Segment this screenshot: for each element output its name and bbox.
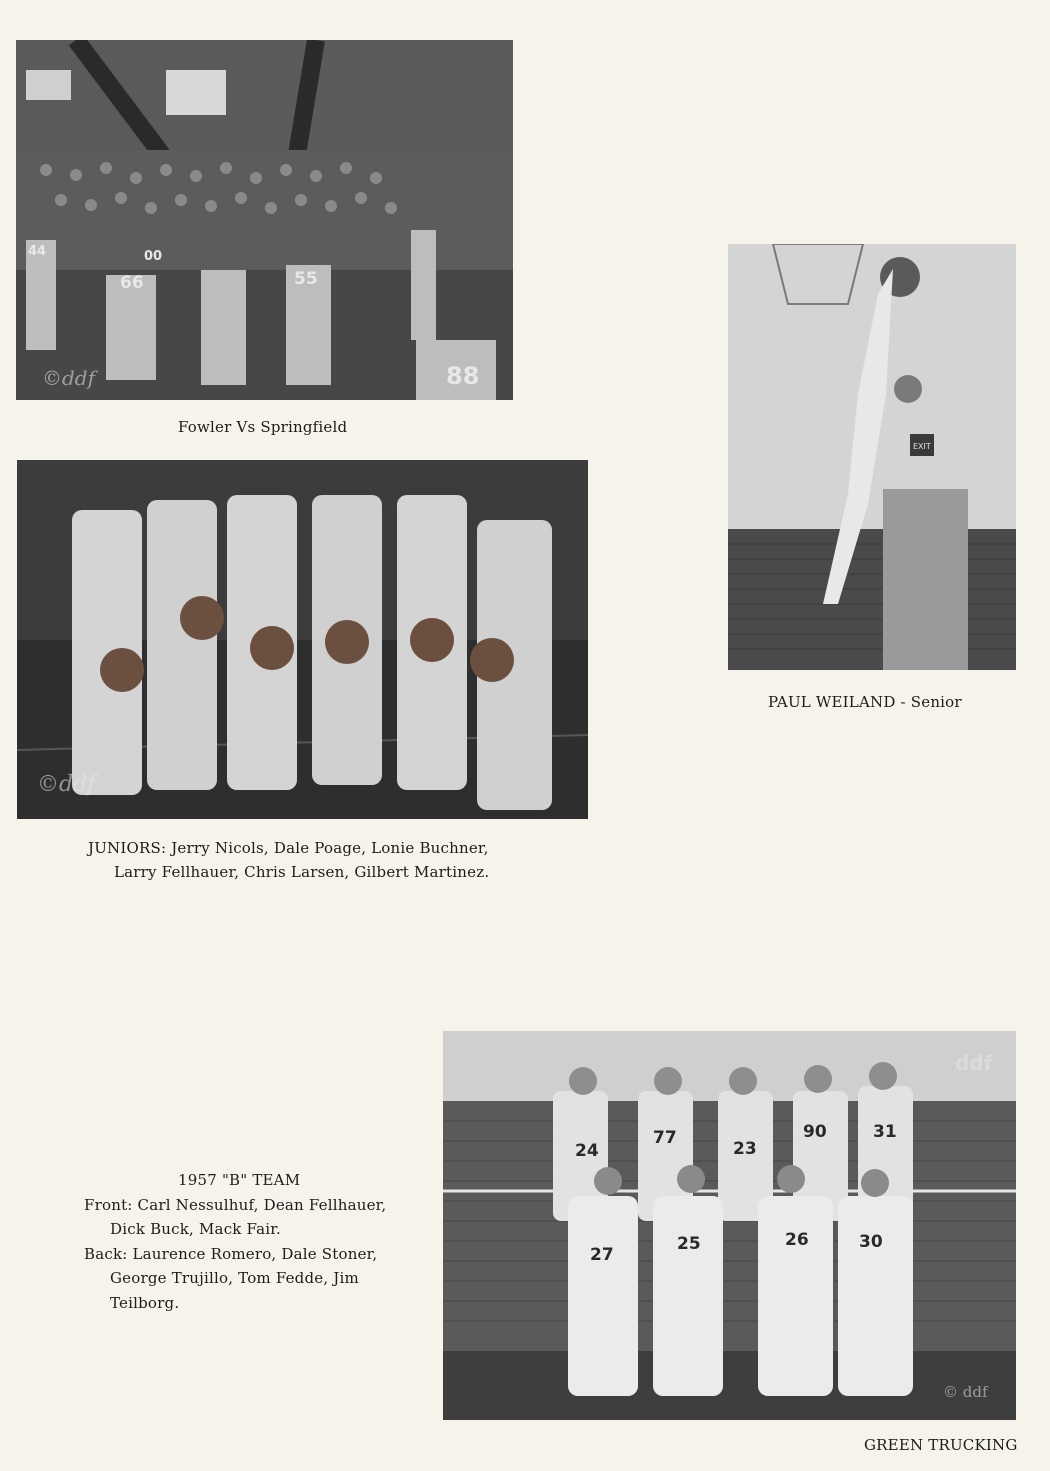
svg-text:25: 25 <box>677 1234 701 1254</box>
svg-text:88: 88 <box>446 362 480 390</box>
game-watermark: ©ddf <box>42 366 96 390</box>
svg-text:24: 24 <box>575 1141 599 1161</box>
bteam-front-line2: Dick Buck, Mack Fair. <box>110 1220 281 1239</box>
svg-text:31: 31 <box>873 1122 897 1142</box>
svg-text:23: 23 <box>733 1139 757 1159</box>
bteam-back-line2: George Trujillo, Tom Fedde, Jim <box>110 1269 359 1288</box>
door <box>883 489 968 670</box>
juniors-scene <box>17 460 588 819</box>
bteam-watermark-bottom: © ddf <box>943 1383 988 1401</box>
svg-text:66: 66 <box>120 273 144 293</box>
svg-text:30: 30 <box>859 1232 883 1252</box>
bteam-photo <box>443 1031 1016 1420</box>
juniors-watermark: ©ddf <box>37 772 96 797</box>
svg-text:77: 77 <box>653 1128 677 1148</box>
svg-text:26: 26 <box>785 1230 809 1250</box>
backboard <box>166 70 226 115</box>
bteam-back-line1: Back: Laurence Romero, Dale Stoner, <box>84 1244 378 1263</box>
svg-text:90: 90 <box>803 1122 827 1142</box>
juniors-caption <box>88 836 489 884</box>
game-photo <box>16 40 513 400</box>
sponsor-line: GREEN TRUCKING <box>864 1436 1018 1454</box>
svg-text:55: 55 <box>294 269 318 289</box>
svg-text:44: 44 <box>28 244 47 259</box>
juniors-caption-line1: JUNIORS: Jerry Nicols, Dale Poage, Lonie Buchner, <box>88 839 489 857</box>
bteam-caption <box>84 1168 386 1316</box>
juniors-photo <box>17 460 588 819</box>
bteam-scene <box>443 1031 1016 1420</box>
svg-text:EXIT: EXIT <box>913 442 931 451</box>
game-caption: Fowler Vs Springfield <box>178 418 348 436</box>
svg-text:00: 00 <box>144 249 163 264</box>
player-photo <box>728 244 1016 670</box>
game-scene <box>16 40 513 400</box>
bteam-front-line1: Front: Carl Nessulhuf, Dean Fellhauer, <box>84 1195 387 1214</box>
backboard-left <box>26 70 71 100</box>
player-scene <box>728 244 1016 670</box>
bteam-title: 1957 "B" TEAM <box>178 1171 301 1189</box>
svg-text:27: 27 <box>590 1245 614 1265</box>
floor <box>443 1351 1016 1420</box>
juniors-caption-line2: Larry Fellhauer, Chris Larsen, Gilbert Martinez. <box>114 863 490 881</box>
bteam-watermark-top: ddf <box>955 1051 993 1075</box>
bteam-back-line3: Teilborg. <box>110 1293 180 1312</box>
player-caption: PAUL WEILAND - Senior <box>768 693 962 711</box>
